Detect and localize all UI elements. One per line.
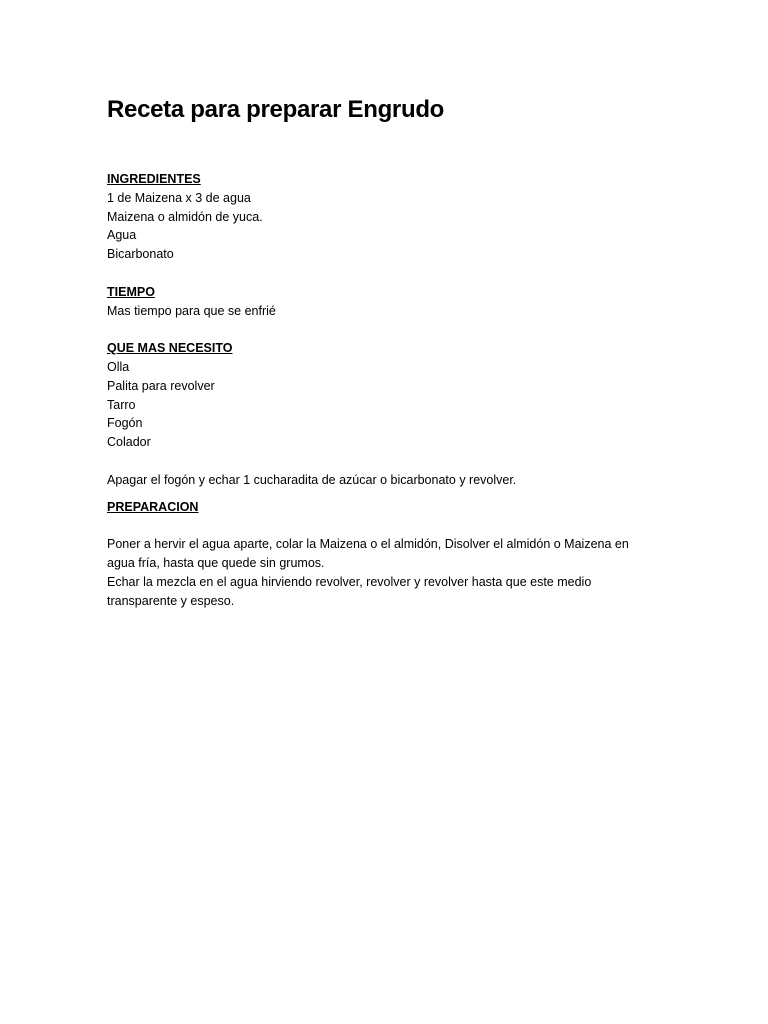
spacer [107,452,647,471]
necesito-item: Colador [107,435,151,450]
necesito-item: Tarro [107,397,136,412]
ingredient-item: 1 de Maizena x 3 de agua [107,190,251,205]
necesito-item: Palita para revolver [107,378,215,393]
preparacion-paragraph: Poner a hervir el agua aparte, colar la Maizena o el almidón, Disolver el almidón o Maizena en agua fría, hasta que quede sin grumos. [107,537,629,570]
ingredient-item: Agua [107,228,137,243]
spacer [107,516,647,535]
document-body [107,94,647,610]
ingredientes-heading: INGREDIENTES [107,172,201,186]
necesito-item: Fogón [107,416,143,431]
spacer [107,320,647,339]
ingredient-item: Bicarbonato [107,247,174,262]
necesito-heading: QUE MAS NECESITO [107,341,233,356]
nota-text: Apagar el fogón y echar 1 cucharadita de azúcar o bicarbonato y revolver. [107,472,517,487]
spacer [107,264,647,283]
page-title: Receta para preparar Engrudo [107,96,445,123]
preparacion-heading: PREPARACION [107,499,199,514]
preparacion-paragraph: Echar la mezcla en el agua hirviendo revolver, revolver y revolver hasta que este medio transparente y espeso. [107,574,592,608]
ingredient-item: Maizena o almidón de yuca. [107,209,263,224]
tiempo-heading: TIEMPO [107,284,155,299]
tiempo-text: Mas tiempo para que se enfrié [107,303,276,318]
spacer [107,490,647,498]
necesito-item: Olla [107,359,130,374]
